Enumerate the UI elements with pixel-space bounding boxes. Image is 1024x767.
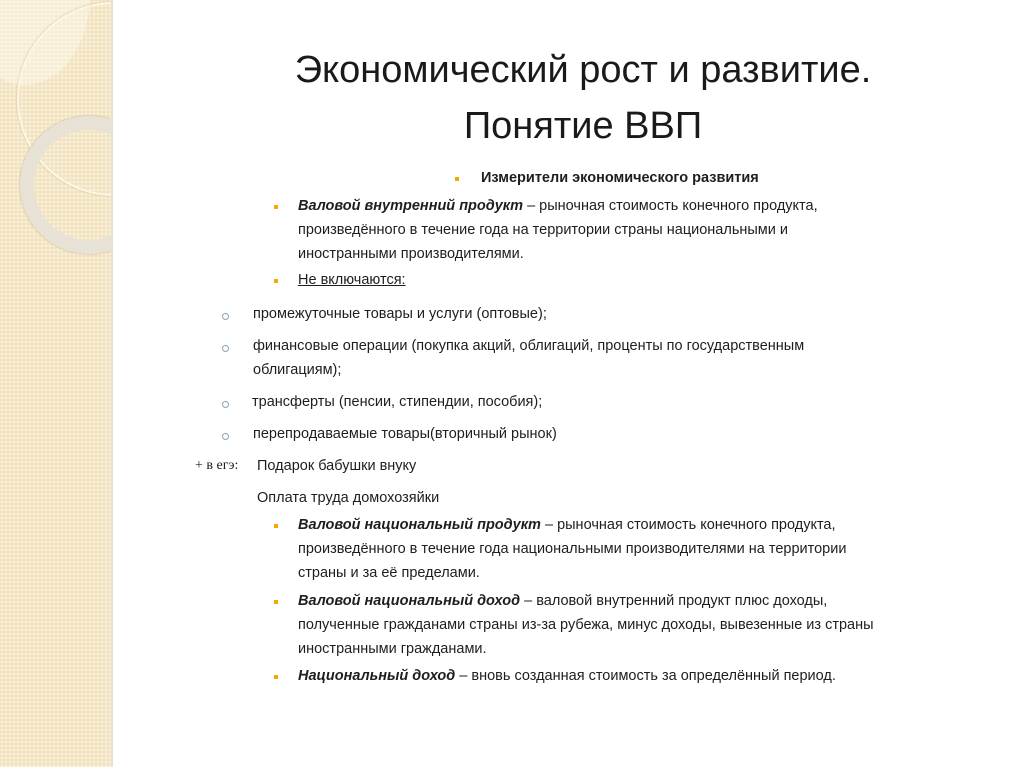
bullet-icon bbox=[274, 524, 278, 528]
bullet-icon bbox=[455, 177, 459, 181]
definition-line: иностранными производителями. bbox=[298, 246, 524, 262]
list-item: перепродаваемые товары(вторичный рынок) bbox=[253, 426, 557, 442]
circle-bullet-icon bbox=[222, 313, 229, 320]
excluded-label: Не включаются: bbox=[298, 272, 406, 288]
bullet-icon bbox=[274, 205, 278, 209]
divider bbox=[111, 0, 113, 767]
slide-title bbox=[200, 42, 966, 154]
term: Национальный доход bbox=[298, 668, 456, 684]
definition-line: иностранными гражданами. bbox=[298, 641, 487, 657]
decorative-side-panel bbox=[0, 0, 111, 767]
bullet-icon bbox=[274, 279, 278, 283]
ege-item: Подарок бабушки внуку bbox=[257, 458, 417, 474]
list-item: трансферты (пенсии, стипендии, пособия); bbox=[252, 394, 543, 410]
definition-line: произведённого в течение года на территории страны национальными и bbox=[298, 222, 788, 238]
definition: – рыночная стоимость конечного продукта, bbox=[540, 517, 836, 533]
section-heading: Измерители экономического развития bbox=[481, 170, 759, 186]
ni-definition bbox=[298, 664, 836, 688]
gnp-definition bbox=[298, 513, 836, 537]
list-item: промежуточные товары и услуги (оптовые); bbox=[253, 306, 547, 322]
title-line: Экономический рост и развитие. bbox=[294, 49, 872, 91]
circle-bullet-icon bbox=[222, 401, 229, 408]
definition: – вновь созданная стоимость за определённый период. bbox=[455, 668, 836, 684]
ege-prefix: + в егэ: bbox=[195, 458, 239, 473]
definition: – рыночная стоимость конечного продукта, bbox=[523, 198, 818, 214]
definition: – валовой внутренний продукт плюс доходы, bbox=[520, 593, 828, 609]
circle-bullet-icon bbox=[222, 345, 229, 352]
gni-definition bbox=[298, 589, 827, 613]
gdp-definition bbox=[298, 194, 818, 218]
definition-line: полученные гражданами страны из-за рубежа, минус доходы, вывезенные из страны bbox=[298, 617, 874, 633]
bullet-icon bbox=[274, 675, 278, 679]
definition-line: страны и за её пределами. bbox=[298, 565, 480, 581]
bullet-icon bbox=[274, 600, 278, 604]
term: Валовой национальный доход bbox=[298, 593, 521, 609]
list-item: финансовые операции (покупка акций, облигаций, проценты по государственным bbox=[253, 338, 805, 354]
ege-item: Оплата труда домохозяйки bbox=[257, 490, 440, 506]
list-item: облигациям); bbox=[253, 362, 342, 378]
title-line: Понятие ВВП bbox=[463, 105, 703, 147]
circle-bullet-icon bbox=[222, 433, 229, 440]
definition-line: произведённого в течение года национальными производителями на территории bbox=[298, 541, 847, 557]
term: Валовой внутренний продукт bbox=[298, 198, 524, 214]
term: Валовой национальный продукт bbox=[298, 517, 541, 533]
